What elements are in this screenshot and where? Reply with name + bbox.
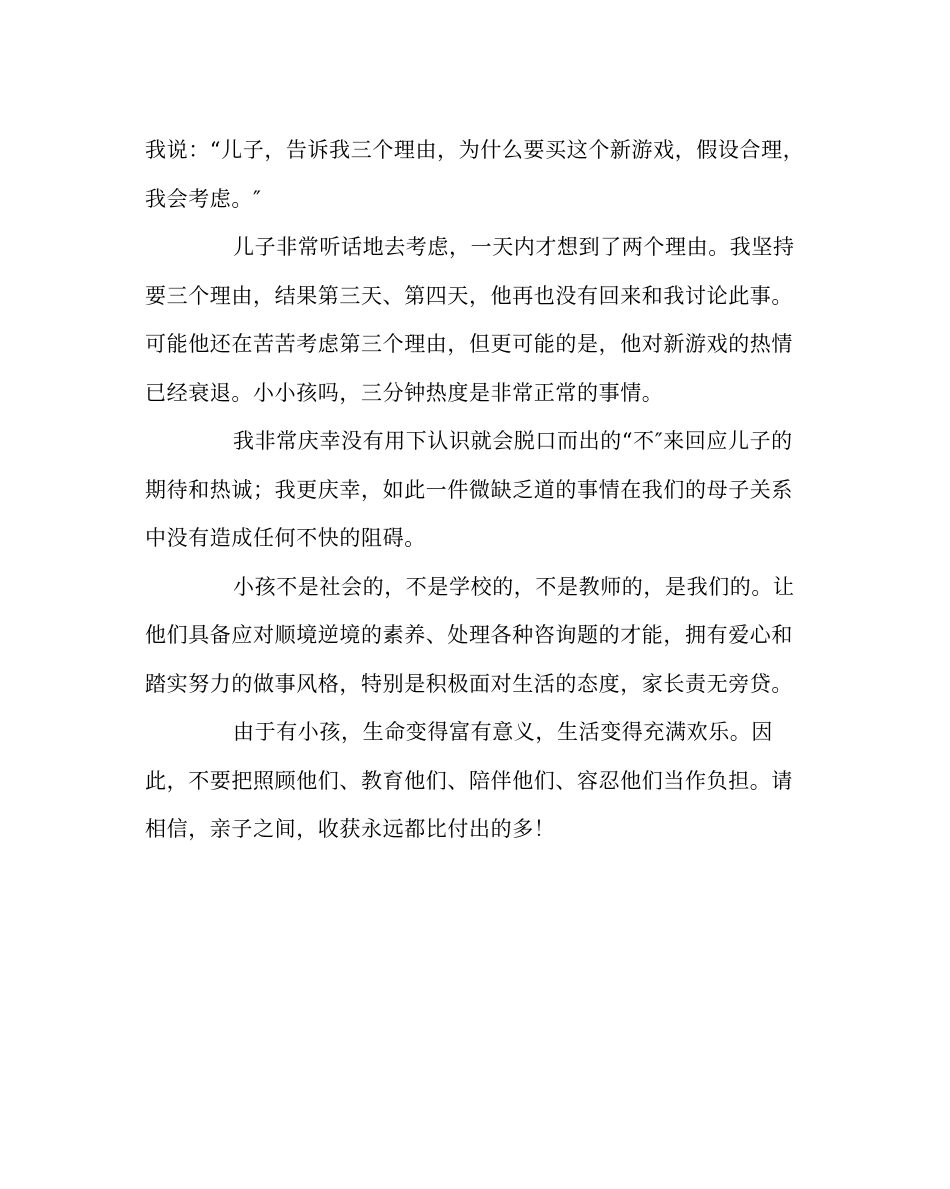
text-line: 踏实努力的做事风格，特别是积极面对生活的态度，家长责无旁贷。 (145, 671, 793, 696)
paragraph (145, 563, 810, 709)
paragraph (145, 223, 810, 417)
text-line: 期待和热诚；我更庆幸，如此一件微缺乏道的事情在我们的母子关系 (145, 477, 793, 502)
paragraph (145, 708, 810, 854)
text-line: 他们具备应对顺境逆境的素养、处理各种咨询题的才能，拥有爱心和 (145, 623, 793, 647)
document-body (145, 126, 810, 854)
text-line: 相信，亲子之间，收获永远都比付出的多！ (145, 817, 556, 841)
text-line: 要三个理由，结果第三天、第四天，他再也没有回来和我讨论此事。 (145, 283, 793, 308)
text-line: 中没有造成任何不快的阻碍。 (145, 526, 426, 550)
text-line: 由于有小孩，生命变得富有意义，生活变得充满欢乐。因 (233, 720, 773, 744)
text-line: 小孩不是社会的，不是学校的，不是教师的，是我们的。让 (233, 574, 795, 599)
paragraph (145, 417, 810, 563)
text-line: 我说：“儿子，告诉我三个理由，为什么要买这个新游戏，假设合理， (145, 138, 805, 162)
text-line: 我会考虑。″ (145, 186, 262, 211)
paragraph (145, 126, 810, 223)
text-line: 此，不要把照顾他们、教育他们、陪伴他们、容忍他们当作负担。请 (145, 768, 793, 793)
text-line: 已经衰退。小小孩吗，三分钟热度是非常正常的事情。 (145, 380, 664, 405)
text-line: 儿子非常听话地去考虑，一天内才想到了两个理由。我坚持 (233, 235, 795, 259)
text-line: 可能他还在苦苦考虑第三个理由，但更可能的是，他对新游戏的热情 (145, 332, 793, 356)
text-line: 我非常庆幸没有用下认识就会脱口而出的“不″来回应儿子的 (233, 429, 793, 453)
